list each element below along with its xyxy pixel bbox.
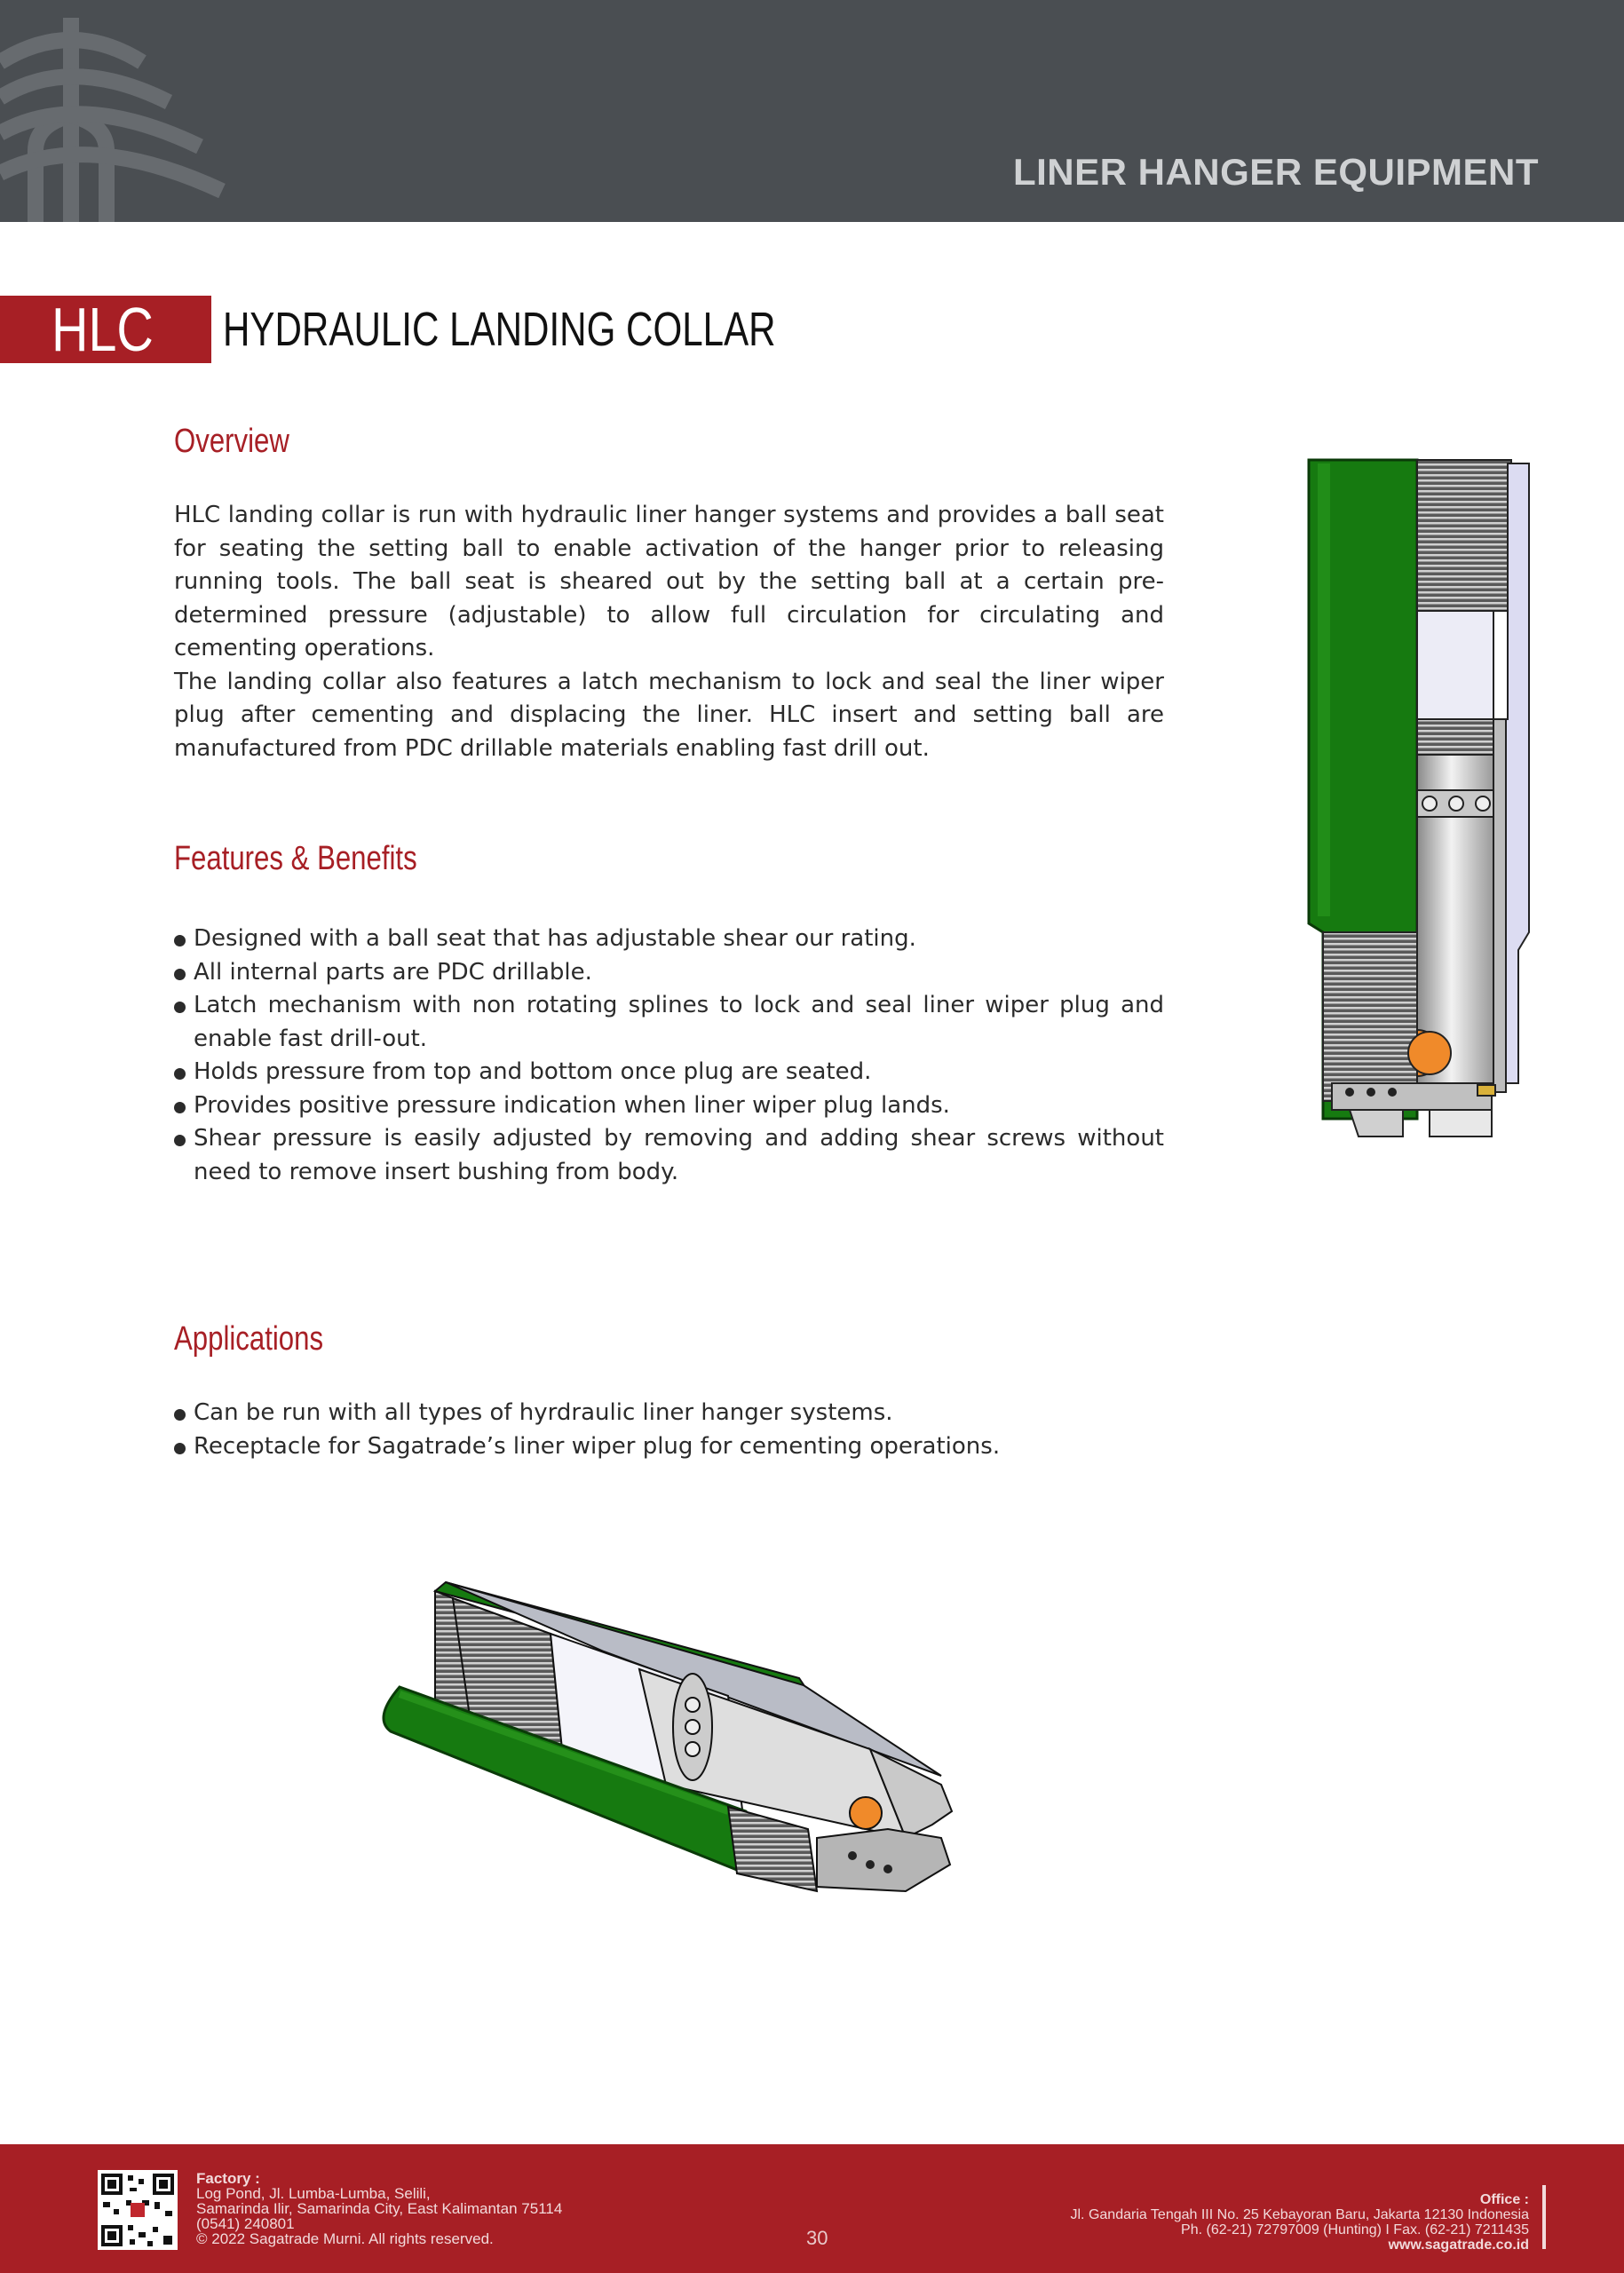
office-address: Office : Jl. Gandaria Tengah III No. 25 Kebayoran Baru, Jakarta 12130 Indonesia Ph. (62-21) 72797009 (Hunting) I Fax. (62-21) 7211435 www.sagatrade.co.id: [1070, 2192, 1529, 2253]
list-item: All internal parts are PDC drillable.: [174, 956, 1164, 990]
factory-address: Factory : Log Pond, Jl. Lumba-Lumba, Selili, Samarinda Ilir, Samarinda City, East Kalimantan 75114 (0541) 240801 © 2022 Sagatrade Murni. All rights reserved.: [196, 2170, 563, 2247]
list-item: Latch mechanism with non rotating splines to lock and seal liner wiper plug and enable fast drill-out.: [174, 989, 1164, 1056]
list-item: Holds pressure from top and bottom once plug are seated.: [174, 1056, 1164, 1089]
company-logo-icon: [0, 0, 231, 222]
footer-divider: [1542, 2185, 1546, 2249]
list-item: Designed with a ball seat that has adjustable shear our rating.: [174, 923, 1164, 956]
list-item: Can be run with all types of hyrdraulic liner hanger systems.: [174, 1397, 1164, 1430]
overview-paragraph-2: The landing collar also features a latch mechanism to lock and seal the liner wiper plug after cementing and displacing the liner. HLC insert and setting ball are manufactured from PDC drillable materials enabling fast drill out.: [174, 668, 1164, 762]
website-link[interactable]: www.sagatrade.co.id: [1388, 2237, 1529, 2253]
page-header: [0, 0, 1624, 222]
list-item: Receptacle for Sagatrade’s liner wiper plug for cementing operations.: [174, 1430, 1164, 1464]
applications-heading: Applications: [174, 1320, 324, 1358]
page-footer: [0, 2144, 1624, 2273]
overview-paragraph-1: HLC landing collar is run with hydraulic liner hanger systems and provides a ball seat for seating the setting ball to enable activation of the hanger prior to releasing running tools. The ball seat is sheared out by the setting ball at a certain pre-determined pressure (adjustable) to allow full circulation for circulating and cementing operations.: [174, 502, 1164, 661]
catalog-section-title: LINER HANGER EQUIPMENT: [1012, 151, 1539, 193]
overview-heading: Overview: [174, 423, 289, 460]
page-number: 30: [806, 2227, 828, 2249]
qr-code-icon: [98, 2170, 178, 2250]
features-list: [174, 923, 1164, 1189]
product-code-badge: HLC: [0, 296, 211, 363]
applications-list: [174, 1397, 1164, 1463]
features-heading: Features & Benefits: [174, 840, 417, 877]
list-item: Provides positive pressure indication when liner wiper plug lands.: [174, 1089, 1164, 1123]
list-item: Shear pressure is easily adjusted by removing and adding shear screws without need to remove insert bushing from body.: [174, 1122, 1164, 1189]
product-section-view-image: [1296, 453, 1545, 1145]
product-name: HYDRAULIC LANDING COLLAR: [223, 303, 776, 356]
overview-text: [174, 499, 1164, 765]
product-cutaway-view-image: [373, 1572, 977, 1909]
